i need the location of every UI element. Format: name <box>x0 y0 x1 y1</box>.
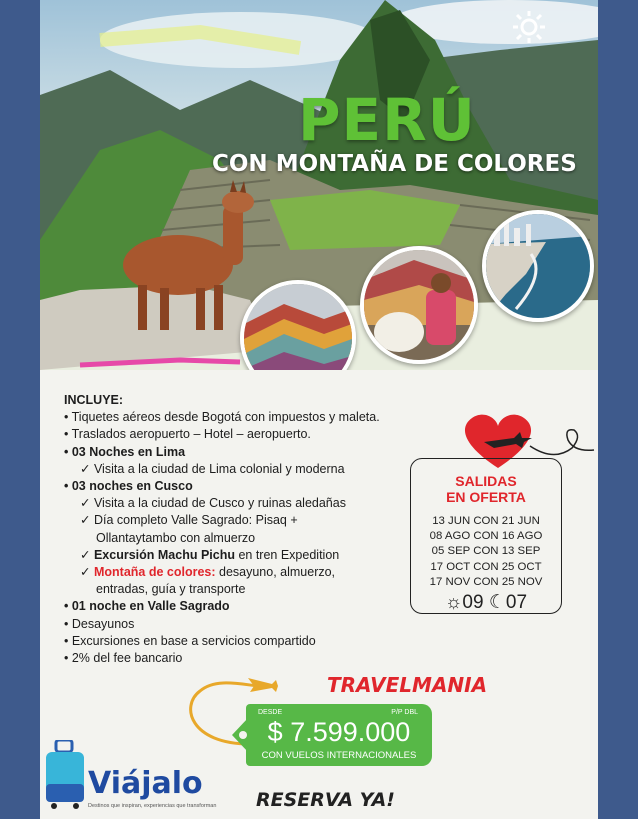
rainbow-mountain-detail: desayuno, almuerzo, <box>215 565 336 580</box>
list-item: • 03 Noches en Lima <box>64 444 186 459</box>
date-row: 13 JUN CON 21 JUN <box>432 515 540 527</box>
list-item: • Traslados aeropuerto – Hotel – aeropuerto. <box>64 427 311 442</box>
check-mark: ✓ <box>80 565 91 580</box>
list-item: entradas, guía y transporte <box>96 582 246 597</box>
lima-coast-photo <box>482 210 594 322</box>
includes-heading: INCLUYE: <box>64 393 124 407</box>
days-nights <box>411 591 561 614</box>
list-item: • Tiquetes aéreos desde Bogotá con impuestos y maleta. <box>64 410 380 425</box>
sun-icon <box>512 10 546 44</box>
list-item: • 2% del fee bancario <box>64 651 183 666</box>
offer-title-line1: SALIDAS <box>455 473 517 489</box>
price-note: CON VUELOS INTERNACIONALES <box>261 750 417 761</box>
agency-name: TRAVELMANIA <box>327 673 488 697</box>
price-from-label: DESDE <box>258 709 283 716</box>
train-note: en tren Expedition <box>234 547 340 562</box>
destination-subtitle: CON MONTAÑA DE COLORES <box>212 151 577 177</box>
machu-picchu-label: Excursión Machu Pichu <box>93 547 235 562</box>
hero-image <box>40 0 598 370</box>
moon-icon: ☾ <box>488 592 506 613</box>
list-item <box>64 547 424 564</box>
destination-title: PERÚ <box>298 86 476 154</box>
foreground-rock <box>40 285 270 370</box>
list-item: ✓ Día completo Valle Sagrado: Pisaq + <box>80 513 298 528</box>
call-to-action: RESERVA YA! <box>256 789 395 811</box>
andean-woman-photo <box>360 246 478 364</box>
list-item: • Desayunos <box>64 616 135 631</box>
logo-tagline: Destinos que inspiran, experiencias que transforman <box>88 803 217 809</box>
list-item: Ollantaytambo con almuerzo <box>96 530 256 545</box>
list-item <box>64 564 424 581</box>
logo-name: Viájalo <box>88 766 203 801</box>
check-mark: ✓ <box>80 547 91 562</box>
nights-count: 07 <box>505 592 528 613</box>
sun-small-icon: ☼ <box>444 592 463 613</box>
departure-dates <box>411 514 561 590</box>
list-item: • 03 noches en Cusco <box>64 479 193 494</box>
date-row: 05 SEP CON 13 SEP <box>431 545 541 558</box>
price-tag <box>246 704 432 766</box>
list-item: • 01 noche en Valle Sagrado <box>64 599 230 614</box>
days-count: 09 <box>462 592 484 613</box>
offer-box <box>410 458 562 614</box>
date-row: 08 AGO CON 16 AGO <box>429 530 543 543</box>
travel-poster <box>40 0 598 819</box>
price-basis: P/P DBL <box>391 709 418 716</box>
list-item: • Excursiones en base a servicios compartido <box>64 633 316 648</box>
list-item: ✓ Visita a la ciudad de Cusco y ruinas aledañas <box>80 496 346 511</box>
date-row: 17 OCT CON 25 OCT <box>430 560 542 573</box>
offer-title-line2: EN OFERTA <box>446 489 526 505</box>
price-value: $ 7.599.000 <box>267 717 411 747</box>
date-row: 17 NOV CON 25 NOV <box>429 575 543 588</box>
suitcase-icon <box>44 740 86 810</box>
list-item: ✓ Visita a la ciudad de Lima colonial y moderna <box>80 461 345 476</box>
price-tag-hole <box>239 731 247 739</box>
includes-list <box>64 392 424 667</box>
rainbow-mountain-label: Montaña de colores: <box>93 565 216 580</box>
